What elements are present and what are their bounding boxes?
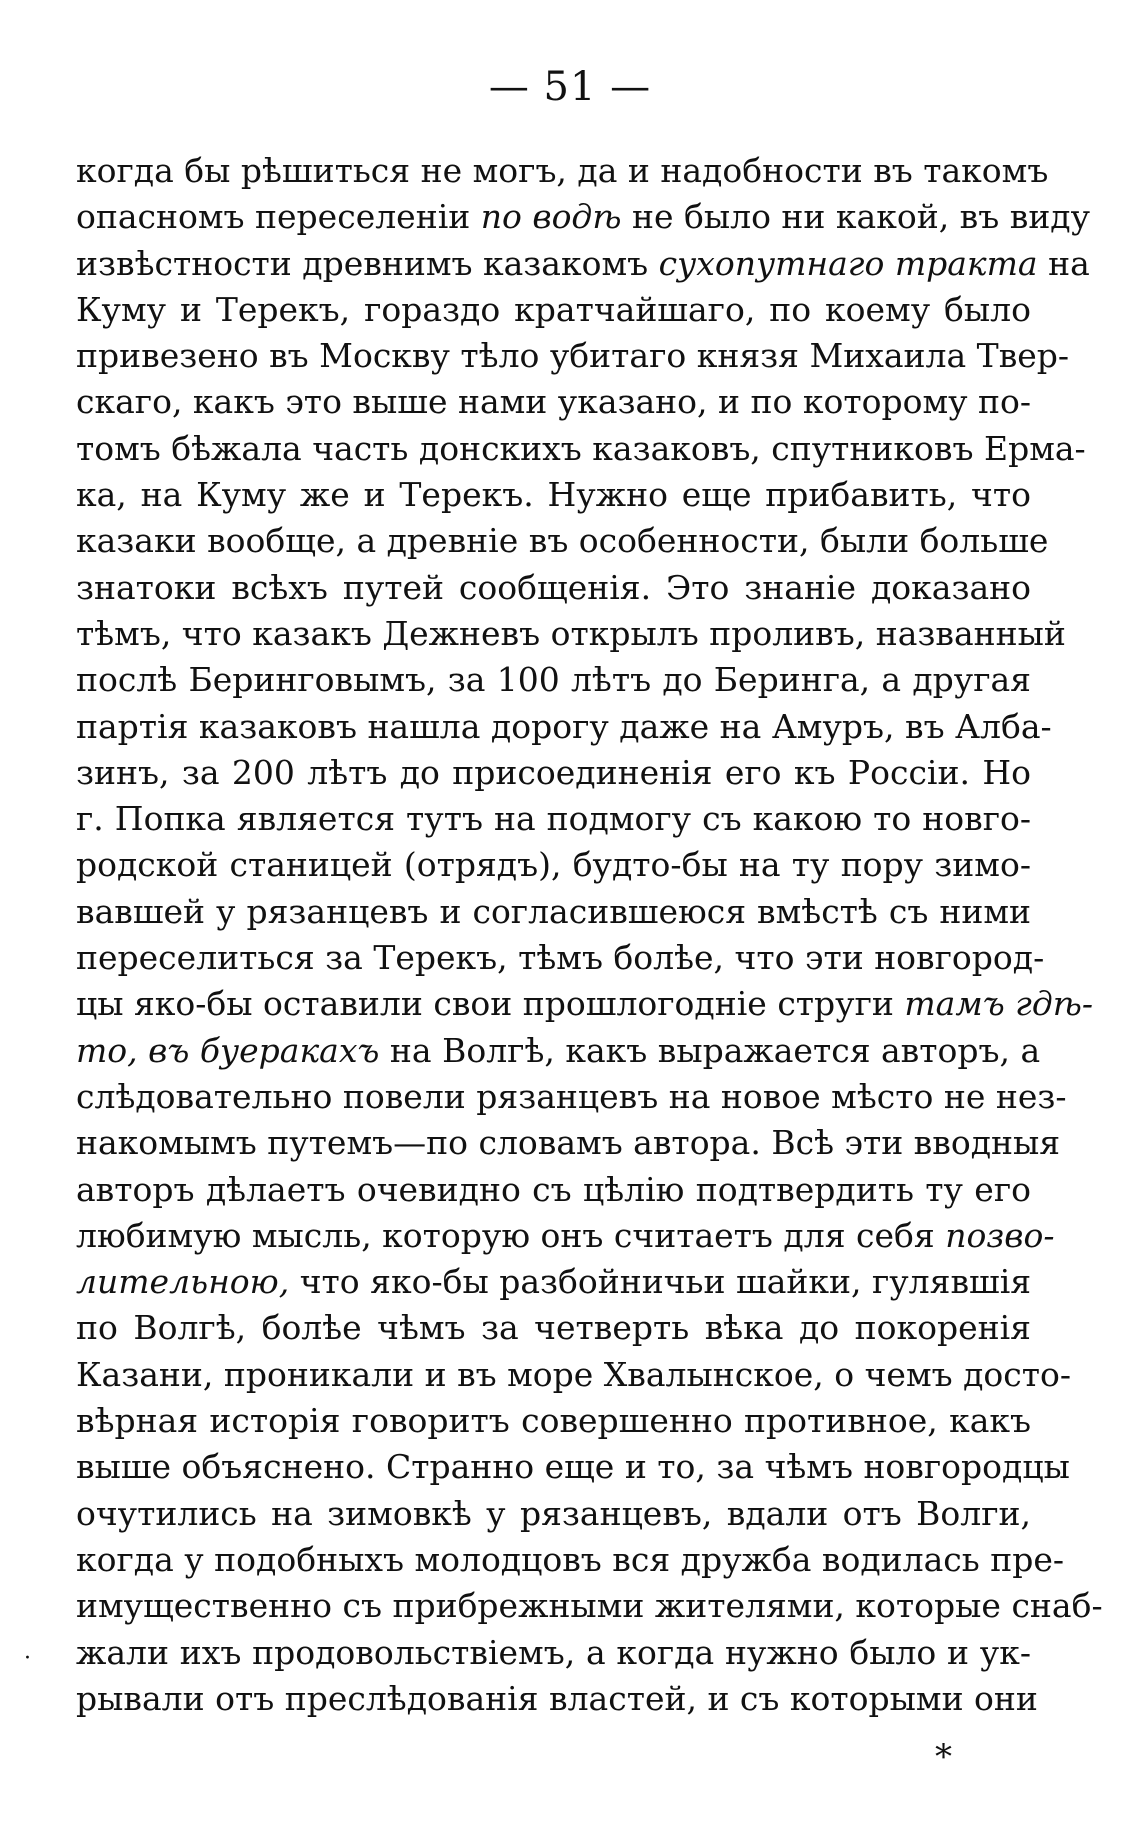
text-line (76, 1352, 1072, 1398)
text-line (76, 889, 1031, 935)
text-line (76, 611, 1066, 657)
body-text (76, 148, 1103, 1722)
text-segment: скаго, какъ это выше нами указано, и по которому по- (76, 382, 1032, 422)
text-segment: родской станицей (отрядъ), будто-бы на ту пору зимо- (76, 845, 1031, 885)
italic-phrase: сухопутнаго тракта (658, 243, 1038, 283)
italic-phrase: то, въ буеракахъ (76, 1030, 380, 1070)
text-segment: Куму и Терекъ, гораздо кратчайшаго, по коему было (76, 289, 1031, 329)
text-line (76, 1444, 1070, 1490)
text-segment: томъ бѣжала часть донскихъ казаковъ, спутниковъ Ерма- (76, 428, 1086, 468)
text-line (76, 333, 1070, 379)
text-line (76, 1491, 1031, 1537)
text-segment: партія казаковъ нашла дорогу даже на Амуръ, въ Алба- (76, 706, 1052, 746)
text-segment: казаки вообще, а древніе въ особенности, были больше (76, 521, 1049, 561)
text-segment: Казани, проникали и въ море Хвалынское, о чемъ досто- (76, 1354, 1072, 1394)
text-line (76, 750, 1031, 796)
text-segment: выше объяснено. Странно еще и то, за чѣмъ новгородцы (76, 1447, 1070, 1487)
text-segment: очутились на зимовкѣ у рязанцевъ, вдали отъ Волги, (76, 1493, 1031, 1533)
text-line (76, 194, 1091, 240)
text-line (76, 1630, 1031, 1676)
text-segment: знатоки всѣхъ путей сообщенія. Это знаніе доказано (76, 567, 1031, 607)
text-line (76, 796, 1031, 842)
text-segment: на Волгѣ, какъ выражается авторъ, а (379, 1030, 1041, 1070)
text-segment: когда бы рѣшиться не могъ, да и надобности въ такомъ (76, 151, 1049, 190)
text-line (76, 1305, 1031, 1351)
text-segment: когда у подобныхъ молодцовъ вся дружба водилась пре- (76, 1539, 1065, 1579)
text-segment: послѣ Беринговымъ, за 100 лѣтъ до Беринга, а другая (76, 660, 1031, 700)
signature-mark: * (935, 1737, 952, 1777)
text-line (76, 1213, 1055, 1259)
text-segment: цы яко-бы оставили свои прошлогодніе струги (76, 984, 905, 1024)
text-line (76, 565, 1031, 611)
text-segment: вавшей у рязанцевъ и согласившеюся вмѣстѣ съ ними (76, 891, 1031, 931)
text-line (76, 935, 1045, 981)
text-line (76, 379, 1031, 425)
text-segment: авторъ дѣлаетъ очевидно съ цѣлію подтвердить ту его (76, 1169, 1031, 1209)
text-line (76, 1167, 1031, 1213)
text-segment: слѣдовательно повели рязанцевъ на новое мѣсто не нез- (76, 1076, 1067, 1116)
text-line (76, 1676, 1038, 1722)
text-line (76, 1537, 1065, 1583)
text-line (76, 981, 1094, 1027)
italic-phrase: тамъ гдѣ- (904, 984, 1094, 1024)
text-segment: рывали отъ преслѣдованія властей, и съ которыми они (76, 1678, 1038, 1718)
text-line (76, 1583, 1103, 1629)
text-line (76, 148, 1049, 194)
text-line (76, 472, 1031, 518)
italic-phrase: позво- (945, 1215, 1055, 1255)
text-segment: накомымъ путемъ—по словамъ автора. Всѣ эти вводныя (76, 1123, 1061, 1163)
text-segment: зинъ, за 200 лѣтъ до присоединенія его къ Россіи. Но (76, 752, 1031, 792)
text-segment: опасномъ переселеніи (76, 197, 481, 237)
italic-phrase: по водѣ (480, 197, 622, 237)
italic-phrase: лительною, (76, 1262, 290, 1302)
margin-dot: · (24, 1646, 31, 1671)
text-line (76, 518, 1049, 564)
text-line (76, 287, 1031, 333)
text-segment: вѣрная исторія говоритъ совершенно противное, какъ (76, 1401, 1031, 1441)
text-segment: привезено въ Москву тѣло убитаго князя Михаила Твер- (76, 336, 1070, 376)
text-segment: переселиться за Терекъ, тѣмъ болѣе, что эти новгород- (76, 938, 1045, 978)
text-line (76, 842, 1031, 888)
text-segment: ка, на Куму же и Терекъ. Нужно еще прибавить, что (76, 475, 1031, 515)
text-line (76, 426, 1086, 472)
text-line (76, 704, 1052, 750)
text-segment: на (1037, 243, 1090, 283)
text-segment: тѣмъ, что казакъ Дежневъ открылъ проливъ, названный (76, 613, 1066, 653)
text-segment: г. Попка является тутъ на подмогу съ какою то новго- (76, 799, 1031, 839)
text-segment: любимую мысль, которую онъ считаетъ для себя (76, 1215, 946, 1255)
text-segment: извѣстности древнимъ казакомъ (76, 243, 659, 283)
text-line (76, 1398, 1031, 1444)
text-segment: по Волгѣ, болѣе чѣмъ за четверть вѣка до покоренія (76, 1308, 1031, 1348)
text-line (76, 1259, 1031, 1305)
text-segment: что яко-бы разбойничьи шайки, гулявшія (289, 1262, 1032, 1302)
text-line (76, 657, 1031, 703)
text-segment: имущественно съ прибрежными жителями, которые снаб- (76, 1586, 1103, 1626)
text-segment: жали ихъ продовольствіемъ, а когда нужно было и ук- (76, 1632, 1031, 1672)
text-segment: не было ни какой, въ виду (621, 197, 1091, 237)
page-number: — 51 — (488, 64, 652, 110)
text-line (76, 1120, 1061, 1166)
text-line (76, 1074, 1067, 1120)
text-line (76, 241, 1090, 287)
text-line (76, 1028, 1041, 1074)
